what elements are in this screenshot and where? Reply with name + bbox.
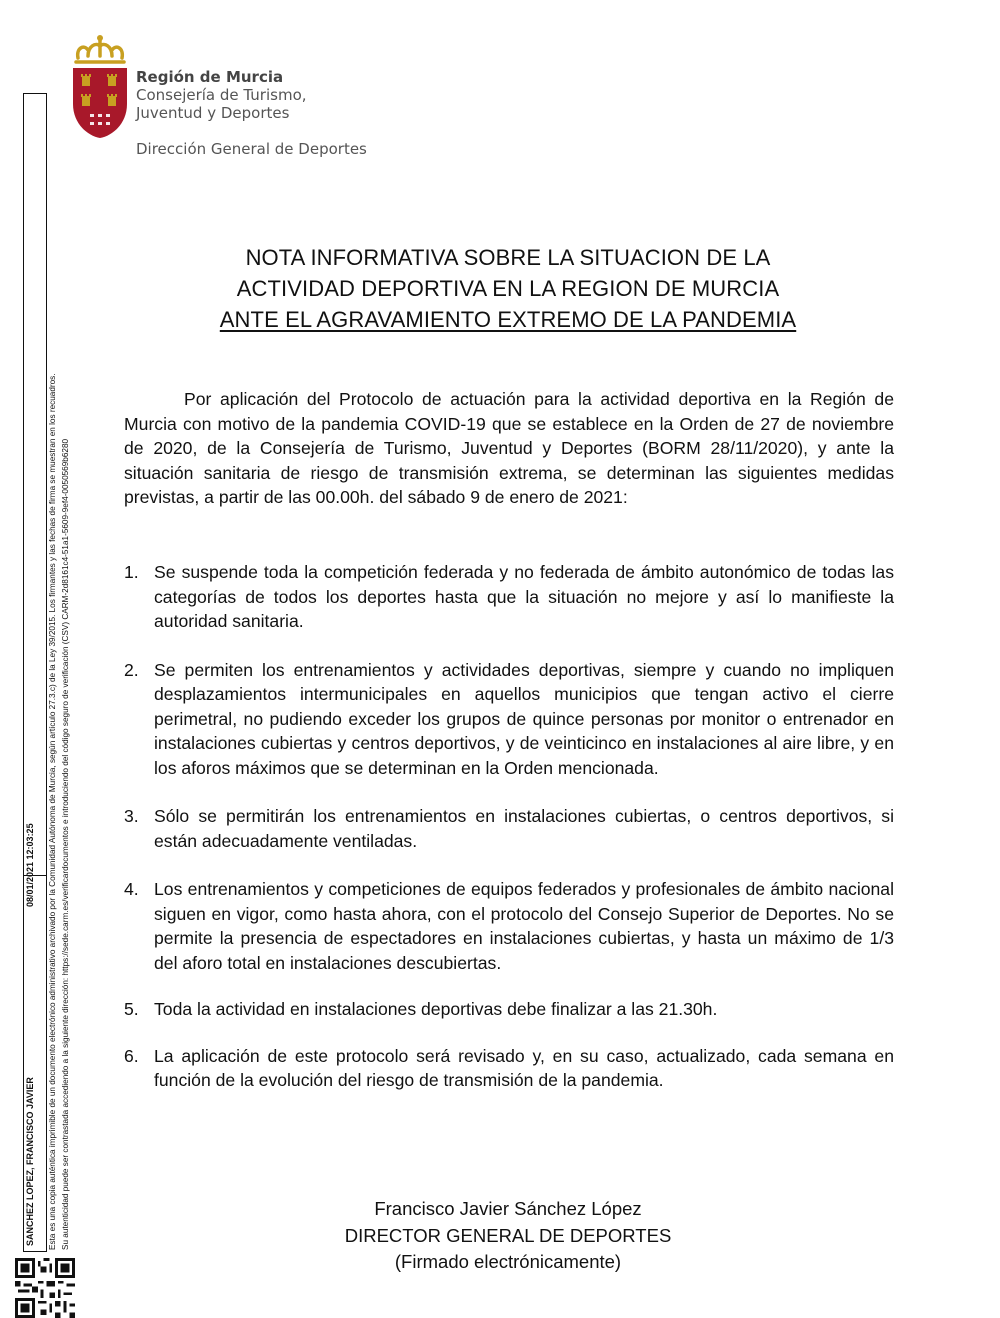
list-item [124,658,894,781]
measures-list [124,560,894,1093]
item-number: 2. [124,659,139,680]
list-item [124,1044,894,1093]
document-title [120,242,896,335]
item-text: Se suspende toda la competición federada y no federada de ámbito autonómico de todas las categorías de todos los deportes hasta que la situación no mejore y así lo manifieste la autoridad sanitaria. [154,562,894,631]
item-text: Sólo se permitirán los entrenamientos en instalaciones cubiertas, o centros deportivos, si están adecuadamente ventiladas. [154,806,894,851]
legal-notice-line-2: Su autenticidad puede ser contrastada accediendo a la siguiente dirección: https://sede.carm.es/verificardocumentos e introduciendo del código seguro de verificación (CSV) CARM-2d8161c4-51a1-5609-9ef4-0050569b6280 [61,438,70,1250]
list-item [124,997,894,1022]
list-item [124,877,894,975]
item-text: Los entrenamientos y competiciones de equipos federados y profesionales de ámbito nacional siguen en vigor, como hasta ahora, con el protocolo del Consejo Superior de Deportes. No se permite la presencia de espectadores en instalaciones cubiertas, y hasta un máximo de 1/3 del aforo total en instalaciones descubiertas. [154,879,894,973]
item-number: 6. [124,1045,139,1066]
title-line-2: ACTIVIDAD DEPORTIVA EN LA REGION DE MURCIA [236,276,780,301]
list-item [124,804,894,853]
org-name: Región de Murcia [136,68,284,86]
organization-block [136,68,307,122]
signature-note: (Firmado electrónicamente) [394,1251,622,1272]
region-murcia-logo [70,34,130,140]
department-name: Dirección General de Deportes [136,140,367,158]
legal-notice-line-1: Esta es una copia auténtica imprimible de un documento electrónico administrativo archivado por la Comunidad Autónoma de Murcia, según artículo 27.3.c) de la Ley 39/2015. Los firmantes y las fechas de firma se muestran en los recuadros. [48,373,57,1250]
crown-shield-icon [70,34,130,140]
item-number: 4. [124,879,139,899]
intro-paragraph: Por aplicación del Protocolo de actuación para la actividad deportiva en la Región de Murcia con motivo de la pandemia COVID-19 que se establece en la Orden de 27 de noviembre de 2020, de la Consejería de Turismo, Juventud y Deportes (BORM 28/11/2020), y ante la situación sanitaria de riesgo de transmisión extrema, se determinan las siguientes medidas previstas, a partir de las 00.00h. del sábado 9 de enero de 2021: [124,389,894,507]
signature-date-vertical: 08/01/2021 12:03:25 [25,823,35,907]
signature-block [300,1196,716,1276]
signer-name-vertical: SANCHEZ LOPEZ, FRANCISCO JAVIER [25,1077,35,1246]
signer-role: DIRECTOR GENERAL DE DEPORTES [344,1224,672,1246]
item-number: 1. [124,562,139,582]
org-sub-2: Juventud y Deportes [136,104,290,122]
title-line-1: NOTA INFORMATIVA SOBRE LA SITUACION DE LA [245,245,771,270]
signer-name: Francisco Javier Sánchez López [374,1198,642,1219]
item-number: 5. [124,999,139,1019]
qr-code-icon [15,1258,75,1318]
item-text: Toda la actividad en instalaciones deportivas debe finalizar a las 21.30h. [154,999,718,1019]
item-text: La aplicación de este protocolo será revisado y, en su caso, actualizado, cada semana en función de la evolución del riesgo de transmisión de la pandemia. [154,1045,894,1090]
item-text: Se permiten los entrenamientos y actividades deportivas, siempre y cuando no impliquen desplazamientos intermunicipales en aquellos municipios que tengan activo el cierre perimetral, no pudiendo exceder los grupos de quince personas por monitor o entrenador en instalaciones cubiertas y centros deportivos, y de veinticinco en instalaciones al aire libre, y en los aforos máximos que se determinan en la Orden mencionada. [154,659,894,778]
list-item [124,560,894,634]
org-sub-1: Consejería de Turismo, [136,86,307,104]
item-number: 3. [124,806,139,826]
title-line-3: ANTE EL AGRAVAMIENTO EXTREMO DE LA PANDEMIA [219,307,797,332]
